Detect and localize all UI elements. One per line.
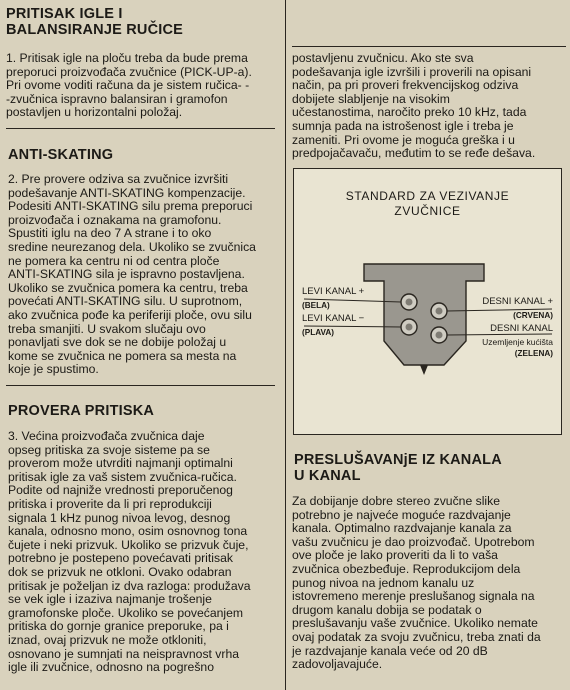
- paragraph-crosstalk: Za dobijanje dobre stereo zvučne slike potrebno je najveće moguće razdvajanje kanala. Optimalno razdvajanje kanala za vašu zvučnicu je dao proizvođač. Upotrebom ove ploče je lako proveriti da li to vaša zvučnica obezbeđuje. Reprodukcijom dela punog nivoa na jednom kanalu uz istovremeno merenje preslušanog signala na drugom kanalu dobija se podatak o preslušavanju vaše zvučnice. Ukoliko nemate ovaj podatak za svoju zvučnicu, treba znati da je razdvajanje kanala veće od 20 dB zadovoljavajuće.: [292, 494, 541, 672]
- label-right-channel-ground: DESNI KANAL: [490, 323, 553, 334]
- label-ground-sub: Uzemljenje kućišta: [482, 337, 553, 347]
- label-right-channel-plus: DESNI KANAL +: [482, 296, 553, 307]
- cartridge-wiring-diagram: [293, 168, 562, 435]
- section-title-stylus-pressure: PRITISAK IGLE I BALANSIRANJE RUČICE: [6, 6, 184, 38]
- paragraph-stylus-pressure: 1. Pritisak igle na ploču treba da bude prema preporuci proizvođača zvučnice (PICK-UP-a). Pri ovome voditi računa da je sistem ručica- - -zvučnica ispravno balansiran i gramofon postavljen u horizontalni položaj.: [6, 51, 252, 120]
- section-title-crosstalk: PRESLUŠAVANjE IZ KANALA U KANAL: [294, 452, 502, 484]
- label-right-ground-color: (ZELENA): [514, 349, 553, 358]
- column-separator: [285, 0, 286, 690]
- paragraph-anti-skating: 2. Pre provere odziva sa zvučnice izvršiti podešavanje ANTI-SKATING kompenzacije. Podesiti ANTI-SKATING silu prema preporuci proizvođača i oznakama na gramofonu. Spustiti iglu na deo 7 A strane i to oko sredine neurezanog dela. Ukoliko se zvučnica ne pomera ka centru ni od centra ploče ANTI-SKATING sila je ispravno postavljena. Ukoliko se zvučnica pomera ka centru, treba povećati ANTI-SKATING silu. U suprotnom, ako zvučnica pođe ka periferiji ploče, ovu silu treba smanjiti. U svakom slučaju ovo ponavljati sve dok se ne dobije položaj u kome se zvučnica ne pomera sa mesta na koje je spustimo.: [8, 172, 256, 377]
- section-title-pressure-check: PROVERA PRITISKA: [8, 403, 155, 419]
- label-left-channel-plus: LEVI KANAL +: [302, 286, 365, 297]
- cartridge-body: [364, 264, 484, 365]
- section-title-anti-skating: ANTI-SKATING: [8, 147, 114, 163]
- stylus-tip: [420, 365, 428, 375]
- section-divider: [6, 128, 275, 129]
- paragraph-pressure-check: 3. Većina proizvođača zvučnica daje opseg pritiska za svoje sisteme pa se proverom može utvrditi najmanji optimalni pritisak igle za vaš sistem zvučnica-ručica. Podite od najniže vrednosti preporučenog pritiska i proverite da li pri reprodukciji signala 1 kHz punog nivoa levog, desnog kanala, odnosno mono, osim osnovnog tona čujete i neki prizvuk. Ukoliko se prizvuk čuje, potrebno je postepeno povećavati pritisak dok se prizvuk ne otkloni. Ovako odabran pritisak je poželjan iz dva razloga: produžava se vek igle i izaziva najmanje trošenje gramofonske ploče. Ukoliko se povećanjem pritiska do gornje granice preporuke, pa i iznad, ovaj prizvuk ne može otkloniti, osnovano je sumnjati na neispravnost vrha igle ili zvučnice, odnosno na pogrešno: [8, 429, 251, 675]
- label-left-channel-minus: LEVI KANAL −: [302, 313, 365, 324]
- top-divider: [292, 46, 566, 47]
- paragraph-worn-stylus: postavljenu zvučnicu. Ako ste sva podešavanja igle izvršili i proverili na opisani način, pa pri proveri frekvencijskog odziva dobijete slabljenje na visokim učestanostima, naročito preko 10 kHz, tada sumnja pada na istrošenost igle i treba je zameniti. Pri ovome je moguća greška i u predpojačavaču, međutim to se ređe dešava.: [292, 51, 536, 161]
- section-divider: [6, 385, 275, 386]
- label-left-minus-color: (PLAVA): [302, 328, 334, 337]
- label-left-plus-color: (BELA): [302, 301, 330, 310]
- diagram-title: STANDARD ZA VEZIVANJE ZVUČNICE: [345, 189, 510, 218]
- label-right-plus-color: (CRVENA): [513, 311, 553, 320]
